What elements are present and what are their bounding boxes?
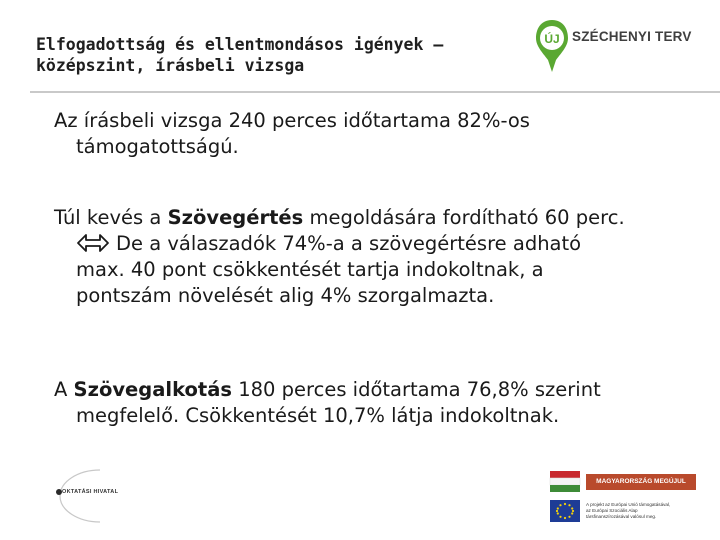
slide-title-line-1: Elfogadottság és ellentmondásos igények – (36, 35, 444, 54)
paragraph-1-line-2: támogatottságú. (76, 135, 239, 158)
szechenyi-logo-text: SZÉCHENYI TERV (572, 29, 692, 44)
eu-funding-line-3: társfinanszírozásával valósul meg. (586, 514, 657, 519)
paragraph-2-line-3: max. 40 pont csökkentését tartja indokoltnak, a (76, 258, 544, 281)
oktatasi-hivatal-text: OKTATÁSI HIVATAL (62, 489, 119, 495)
eu-funding-text (586, 502, 698, 520)
paragraph-text-composition (54, 377, 694, 429)
paragraph-2-line-1 (54, 205, 694, 231)
paragraph-3-bold-term: Szövegalkotás (73, 378, 233, 401)
paragraph-2-line-1-post: megoldására fordítható 60 perc. (303, 206, 625, 229)
paragraph-2-line-2 (54, 231, 694, 257)
paragraph-3-line-2: megfelelő. Csökkentését 10,7% látja indokoltnak. (76, 404, 560, 427)
magyarorszag-megujul-text: MAGYARORSZÁG MEGÚJUL (586, 474, 696, 490)
paragraph-1-line-1: Az írásbeli vizsga 240 perces időtartama 82%-os (54, 109, 530, 132)
paragraph-duration-support (54, 108, 694, 160)
hungarian-flag-icon (548, 468, 582, 496)
szechenyi-mark: ÚJ (544, 32, 560, 46)
header-divider (30, 91, 720, 93)
oktatasi-hivatal-emblem-icon (40, 466, 160, 526)
szechenyi-leaf-icon (532, 16, 572, 76)
paragraph-2-line-2-text: De a válaszadók 74%-a a szövegértésre adható (116, 232, 582, 255)
eu-flag-icon (548, 498, 582, 524)
paragraph-2-bold-term: Szövegértés (167, 206, 304, 229)
paragraph-reading-comprehension (54, 205, 694, 309)
paragraph-3-line-1-post: 180 perces időtartama 76,8% szerint (232, 378, 601, 401)
paragraph-3-line-1-pre: A (54, 378, 74, 401)
oktatasi-hivatal-logo (40, 466, 160, 526)
paragraph-3-line-1 (54, 377, 694, 403)
slide-title (36, 34, 536, 76)
double-arrow-icon (76, 233, 110, 253)
paragraph-2-line-4: pontszám növelését alig 4% szorgalmazta. (76, 284, 495, 307)
slide-title-line-2: középszint, írásbeli vizsga (36, 56, 305, 75)
paragraph-2-line-1-pre: Túl kevés a (54, 206, 168, 229)
eu-funding-line-1: A projekt az Európai Unió támogatásával, (586, 502, 671, 507)
eu-funding-logo (548, 498, 698, 526)
eu-funding-line-2: az Európai Szociális Alap (586, 508, 638, 513)
szechenyi-terv-logo (532, 16, 712, 76)
magyarorszag-megujul-logo (548, 468, 698, 496)
